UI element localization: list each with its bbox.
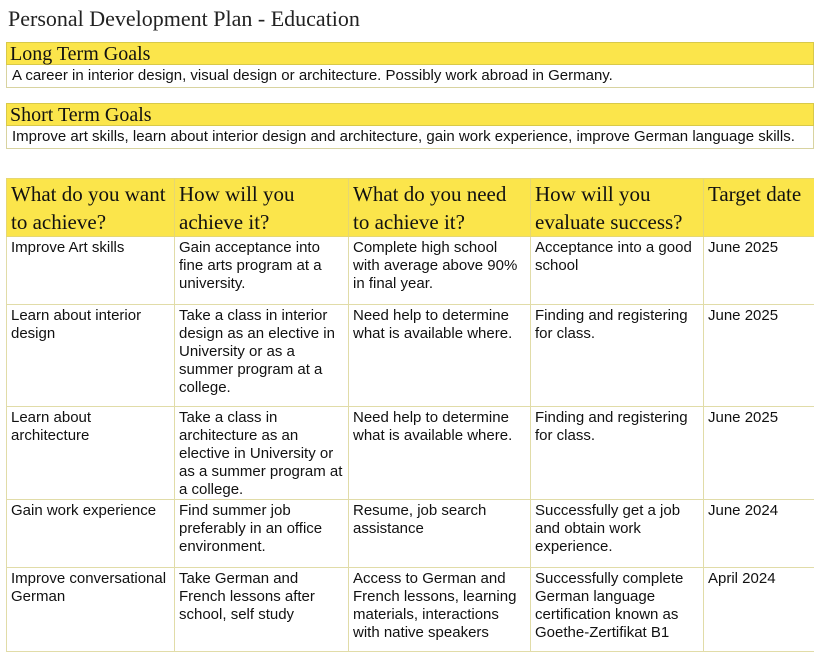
- needs-cell[interactable]: Access to German and French lessons, learning materials, interactions with native speakers: [349, 568, 531, 652]
- target-date-cell[interactable]: April 2024: [704, 568, 814, 652]
- table-row: [7, 407, 814, 500]
- header-evaluation: How will you evaluate success?: [531, 179, 704, 237]
- header-target-date: Target date: [704, 179, 814, 237]
- needs-cell[interactable]: Need help to determine what is available where.: [349, 407, 531, 500]
- evaluation-cell[interactable]: Successfully get a job and obtain work experience.: [531, 500, 704, 568]
- target-date-cell[interactable]: June 2025: [704, 237, 814, 305]
- short-term-goals-heading: Short Term Goals: [6, 103, 814, 126]
- evaluation-cell[interactable]: Finding and registering for class.: [531, 305, 704, 407]
- target-date-cell[interactable]: June 2025: [704, 305, 814, 407]
- long-term-goals-section: [6, 42, 814, 88]
- table-header-row: [7, 179, 814, 237]
- table-row: [7, 500, 814, 568]
- short-term-goals-section: [6, 103, 814, 149]
- table-row: [7, 568, 814, 652]
- method-cell[interactable]: Take German and French lessons after school, self study: [175, 568, 349, 652]
- goal-cell[interactable]: Learn about architecture: [7, 407, 175, 500]
- long-term-goals-text[interactable]: A career in interior design, visual design or architecture. Possibly work abroad in Germany.: [6, 65, 814, 88]
- method-cell[interactable]: Take a class in architecture as an elective in University or as a summer program at a college.: [175, 407, 349, 500]
- short-term-goals-text[interactable]: Improve art skills, learn about interior design and architecture, gain work experience, improve German language skills.: [6, 126, 814, 149]
- method-cell[interactable]: Take a class in interior design as an elective in University or as a summer program at a college.: [175, 305, 349, 407]
- target-date-cell[interactable]: June 2025: [704, 407, 814, 500]
- header-goal: What do you want to achieve?: [7, 179, 175, 237]
- needs-cell[interactable]: Complete high school with average above 90% in final year.: [349, 237, 531, 305]
- header-method: How will you achieve it?: [175, 179, 349, 237]
- method-cell[interactable]: Find summer job preferably in an office environment.: [175, 500, 349, 568]
- development-plan-table: [6, 178, 814, 652]
- goal-cell[interactable]: Learn about interior design: [7, 305, 175, 407]
- document-title: Personal Development Plan - Education: [8, 6, 360, 32]
- evaluation-cell[interactable]: Successfully complete German language certification known as Goethe-Zertifikat B1: [531, 568, 704, 652]
- method-cell[interactable]: Gain acceptance into fine arts program at a university.: [175, 237, 349, 305]
- header-needs: What do you need to achieve it?: [349, 179, 531, 237]
- goal-cell[interactable]: Improve conversational German: [7, 568, 175, 652]
- table-row: [7, 237, 814, 305]
- needs-cell[interactable]: Resume, job search assistance: [349, 500, 531, 568]
- needs-cell[interactable]: Need help to determine what is available where.: [349, 305, 531, 407]
- goal-cell[interactable]: Improve Art skills: [7, 237, 175, 305]
- evaluation-cell[interactable]: Finding and registering for class.: [531, 407, 704, 500]
- table-row: [7, 305, 814, 407]
- target-date-cell[interactable]: June 2024: [704, 500, 814, 568]
- evaluation-cell[interactable]: Acceptance into a good school: [531, 237, 704, 305]
- goal-cell[interactable]: Gain work experience: [7, 500, 175, 568]
- long-term-goals-heading: Long Term Goals: [6, 42, 814, 65]
